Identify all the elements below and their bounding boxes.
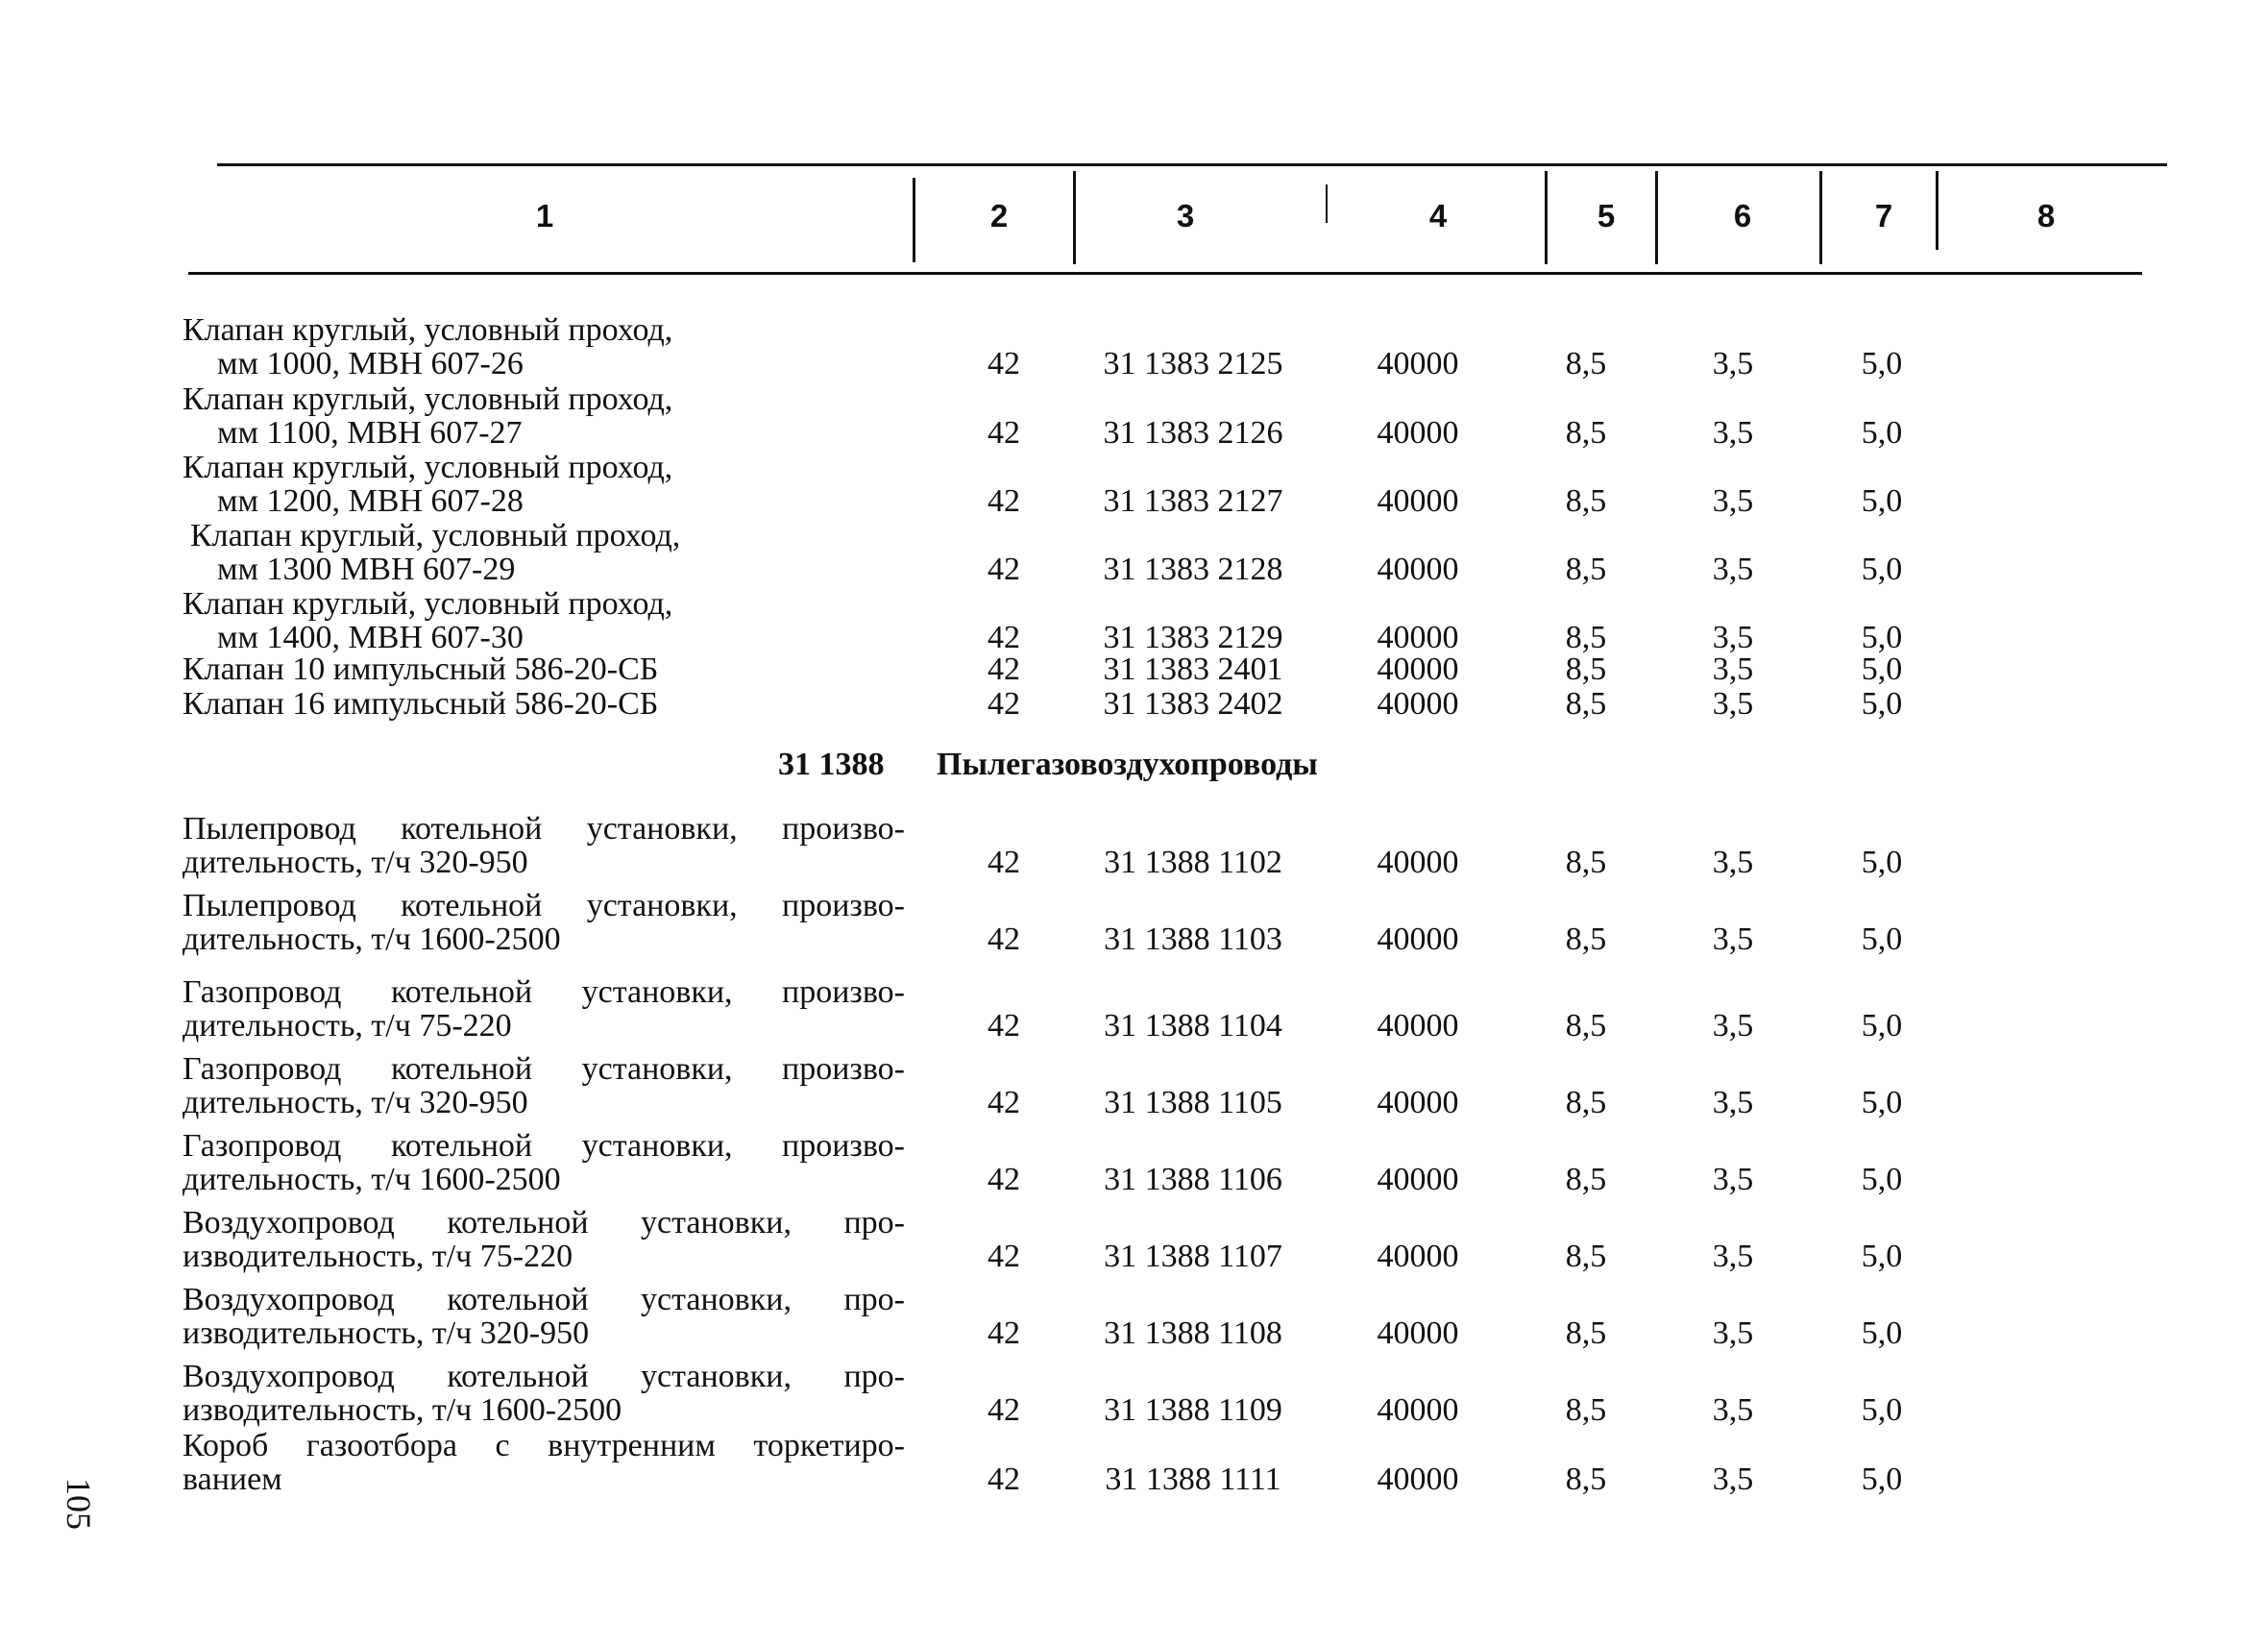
cell-col2: 42	[988, 346, 1020, 381]
cell-col5: 8,5	[1565, 651, 1607, 687]
item-name	[183, 687, 905, 721]
cell-col6: 3,5	[1712, 686, 1754, 722]
table-row	[0, 651, 2268, 686]
item-name-line: Клапан круглый, условный проход,	[183, 586, 673, 622]
item-name-line: Газопровод котельной установки, произво-	[183, 1051, 905, 1087]
cell-code: 31 1383 2129	[1103, 620, 1283, 655]
item-name	[183, 1360, 905, 1427]
cell-col5: 8,5	[1565, 845, 1607, 880]
cell-col6: 3,5	[1712, 1162, 1754, 1197]
item-name-line: дительность, т/ч 320-950	[183, 845, 528, 880]
cell-col7: 5,0	[1861, 1462, 1903, 1497]
cell-col2: 42	[988, 1008, 1020, 1044]
item-name	[183, 975, 905, 1043]
item-name-line: мм 1200, МВН 607-28	[217, 483, 524, 519]
cell-col5: 8,5	[1565, 415, 1607, 451]
cell-col5: 8,5	[1565, 1239, 1607, 1274]
item-name-line: Воздухопровод котельной установки, про-	[183, 1205, 905, 1241]
cell-col5: 8,5	[1565, 346, 1607, 381]
item-name-line: мм 1400, МВН 607-30	[217, 620, 524, 655]
item-name-line: Клапан круглый, условный проход,	[190, 518, 681, 553]
column-header: 3	[1176, 198, 1195, 233]
table-row	[0, 686, 2268, 721]
header-separator	[1936, 171, 1939, 250]
cell-col7: 5,0	[1861, 1162, 1903, 1197]
item-name-line: Воздухопровод котельной установки, про-	[183, 1282, 905, 1317]
item-name	[183, 519, 905, 586]
cell-col6: 3,5	[1712, 1315, 1754, 1351]
cell-col2: 42	[988, 921, 1020, 957]
table-row	[0, 309, 2268, 381]
item-name	[183, 652, 905, 686]
cell-col2: 42	[988, 620, 1020, 655]
cell-col2: 42	[988, 1462, 1020, 1497]
column-header: 5	[1597, 198, 1616, 233]
cell-col4: 40000	[1377, 1462, 1459, 1497]
section-title: Пылегазовоздухопроводы	[937, 747, 1318, 782]
cell-col7: 5,0	[1861, 686, 1903, 722]
table-row	[0, 1424, 2268, 1496]
cell-col5: 8,5	[1565, 552, 1607, 587]
header-separator	[913, 178, 915, 262]
cell-col2: 42	[988, 1239, 1020, 1274]
item-name-line: дительность, т/ч 75-220	[183, 1008, 512, 1044]
table-row	[0, 970, 2268, 1043]
cell-col5: 8,5	[1565, 686, 1607, 722]
cell-col7: 5,0	[1861, 1392, 1903, 1428]
item-name-line: Газопровод котельной установки, произво-	[183, 1128, 905, 1164]
column-header: 4	[1428, 198, 1448, 233]
cell-col2: 42	[988, 483, 1020, 519]
cell-col2: 42	[988, 651, 1020, 687]
cell-col2: 42	[988, 686, 1020, 722]
cell-col7: 5,0	[1861, 1008, 1903, 1044]
item-name-line: Клапан круглый, условный проход,	[183, 312, 673, 348]
cell-col4: 40000	[1377, 1315, 1459, 1351]
cell-col2: 42	[988, 1315, 1020, 1351]
table-header-bottom-rule	[188, 272, 2142, 275]
table-row	[0, 447, 2268, 518]
cell-col5: 8,5	[1565, 483, 1607, 519]
cell-col7: 5,0	[1861, 921, 1903, 957]
table-row	[0, 583, 2268, 654]
item-name-line: Пылепровод котельной установки, произво-	[183, 811, 905, 847]
table-row	[0, 1278, 2268, 1350]
item-name-line: дительность, т/ч 1600-2500	[183, 921, 561, 957]
cell-col7: 5,0	[1861, 552, 1903, 587]
cell-col6: 3,5	[1712, 1462, 1754, 1497]
cell-col4: 40000	[1377, 415, 1459, 451]
cell-col2: 42	[988, 1392, 1020, 1428]
item-name-line: мм 1000, МВН 607-26	[217, 346, 524, 381]
cell-col5: 8,5	[1565, 1085, 1607, 1120]
item-name-line: Клапан 16 импульсный 586-20-СБ	[183, 686, 659, 722]
item-name-line: Воздухопровод котельной установки, про-	[183, 1359, 905, 1394]
cell-col6: 3,5	[1712, 845, 1754, 880]
item-name-line: Газопровод котельной установки, произво-	[183, 974, 905, 1010]
table-row	[0, 515, 2268, 586]
cell-col6: 3,5	[1712, 552, 1754, 587]
item-name-line: дительность, т/ч 320-950	[183, 1085, 528, 1120]
table-row	[0, 884, 2268, 956]
cell-col4: 40000	[1377, 1008, 1459, 1044]
page-number: 105	[60, 1478, 98, 1530]
cell-col2: 42	[988, 552, 1020, 587]
cell-code: 31 1388 1109	[1104, 1392, 1282, 1428]
cell-col4: 40000	[1377, 845, 1459, 880]
column-header: 8	[2036, 198, 2056, 233]
cell-col6: 3,5	[1712, 620, 1754, 655]
header-separator	[1819, 171, 1822, 264]
cell-code: 31 1383 2127	[1103, 483, 1283, 519]
cell-col5: 8,5	[1565, 620, 1607, 655]
cell-col7: 5,0	[1861, 346, 1903, 381]
column-header: 2	[989, 198, 1009, 233]
cell-code: 31 1388 1108	[1104, 1315, 1282, 1351]
cell-col7: 5,0	[1861, 1239, 1903, 1274]
cell-col7: 5,0	[1861, 1085, 1903, 1120]
cell-col4: 40000	[1377, 1239, 1459, 1274]
table-row	[0, 807, 2268, 879]
item-name-line: Клапан круглый, условный проход,	[183, 381, 673, 417]
column-header: 1	[535, 198, 554, 233]
table-row	[0, 1124, 2268, 1196]
item-name	[183, 1206, 905, 1273]
table-row	[0, 379, 2268, 450]
cell-code: 31 1383 2401	[1103, 651, 1283, 687]
cell-col5: 8,5	[1565, 1008, 1607, 1044]
cell-col4: 40000	[1377, 1162, 1459, 1197]
cell-col2: 42	[988, 1162, 1020, 1197]
header-separator	[1545, 171, 1548, 264]
cell-col6: 3,5	[1712, 1239, 1754, 1274]
item-name-line: Клапан 10 импульсный 586-20-СБ	[183, 651, 659, 687]
item-name-line: Пылепровод котельной установки, произво-	[183, 888, 905, 923]
item-name-line: изводительность, т/ч 75-220	[183, 1239, 573, 1274]
cell-code: 31 1388 1104	[1104, 1008, 1282, 1044]
cell-col5: 8,5	[1565, 1392, 1607, 1428]
cell-col7: 5,0	[1861, 483, 1903, 519]
table-row	[0, 1355, 2268, 1427]
header-separator	[1073, 171, 1076, 264]
cell-col5: 8,5	[1565, 1315, 1607, 1351]
cell-col7: 5,0	[1861, 845, 1903, 880]
cell-col6: 3,5	[1712, 415, 1754, 451]
cell-col6: 3,5	[1712, 921, 1754, 957]
table-row	[0, 1201, 2268, 1273]
table-row	[0, 1047, 2268, 1119]
cell-col4: 40000	[1377, 483, 1459, 519]
cell-col7: 5,0	[1861, 620, 1903, 655]
cell-col2: 42	[988, 1085, 1020, 1120]
item-name-line: Короб газоотбора с внутренним торкетиро-	[183, 1428, 905, 1463]
item-name-line: изводительность, т/ч 320-950	[183, 1315, 590, 1351]
item-name	[183, 1429, 905, 1496]
cell-code: 31 1388 1102	[1104, 845, 1282, 880]
cell-code: 31 1388 1106	[1104, 1162, 1282, 1197]
cell-col6: 3,5	[1712, 483, 1754, 519]
section-code: 31 1388	[778, 747, 885, 782]
item-name-line: мм 1300 МВН 607-29	[217, 552, 516, 587]
cell-col6: 3,5	[1712, 1392, 1754, 1428]
cell-code: 31 1388 1107	[1104, 1239, 1282, 1274]
item-name	[183, 1129, 905, 1196]
cell-col4: 40000	[1377, 921, 1459, 957]
item-name	[183, 1283, 905, 1350]
cell-col4: 40000	[1377, 620, 1459, 655]
cell-col7: 5,0	[1861, 415, 1903, 451]
item-name-line: мм 1100, МВН 607-27	[217, 415, 523, 451]
cell-code: 31 1383 2402	[1103, 686, 1283, 722]
cell-col4: 40000	[1377, 1085, 1459, 1120]
item-name	[183, 382, 905, 450]
cell-code: 31 1383 2126	[1103, 415, 1283, 451]
cell-col5: 8,5	[1565, 1162, 1607, 1197]
item-name-line: ванием	[183, 1462, 282, 1497]
cell-code: 31 1388 1111	[1105, 1462, 1281, 1497]
item-name	[183, 451, 905, 518]
column-header: 6	[1733, 198, 1752, 233]
table-top-rule	[217, 163, 2167, 166]
item-name	[183, 1052, 905, 1119]
cell-col5: 8,5	[1565, 921, 1607, 957]
cell-col4: 40000	[1377, 552, 1459, 587]
cell-col4: 40000	[1377, 346, 1459, 381]
cell-col2: 42	[988, 845, 1020, 880]
cell-code: 31 1383 2125	[1103, 346, 1283, 381]
cell-col5: 8,5	[1565, 1462, 1607, 1497]
column-header: 7	[1874, 198, 1893, 233]
cell-col2: 42	[988, 415, 1020, 451]
cell-col6: 3,5	[1712, 1008, 1754, 1044]
cell-code: 31 1383 2128	[1103, 552, 1283, 587]
item-name-line: дительность, т/ч 1600-2500	[183, 1162, 561, 1197]
header-separator	[1655, 171, 1658, 264]
item-name-line: изводительность, т/ч 1600-2500	[183, 1392, 622, 1428]
cell-col7: 5,0	[1861, 1315, 1903, 1351]
item-name	[183, 889, 905, 956]
cell-col6: 3,5	[1712, 346, 1754, 381]
header-separator	[1326, 184, 1328, 223]
cell-col6: 3,5	[1712, 651, 1754, 687]
cell-col6: 3,5	[1712, 1085, 1754, 1120]
cell-col4: 40000	[1377, 651, 1459, 687]
cell-col4: 40000	[1377, 1392, 1459, 1428]
cell-code: 31 1388 1103	[1104, 921, 1282, 957]
cell-col7: 5,0	[1861, 651, 1903, 687]
item-name	[183, 313, 905, 381]
item-name	[183, 812, 905, 879]
item-name-line: Клапан круглый, условный проход,	[183, 450, 673, 485]
cell-col4: 40000	[1377, 686, 1459, 722]
item-name	[183, 587, 905, 654]
cell-code: 31 1388 1105	[1104, 1085, 1282, 1120]
